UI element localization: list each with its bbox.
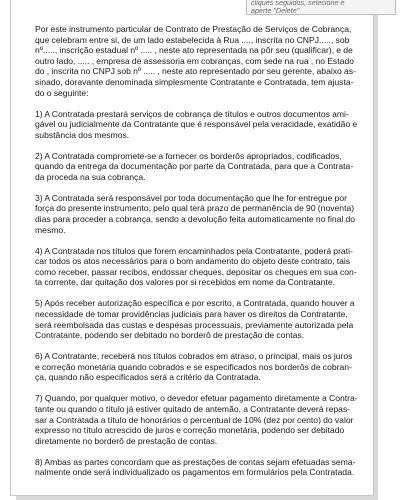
- text-line: Contratante, podendo ser debitado no borderô de prestação de contas.: [35, 330, 305, 341]
- text-line: ça, quando não especificados será a critério da Contratada.: [35, 372, 261, 383]
- text-line: 7) Quando, por qualquer motivo, o devedor efetuar pagamento diretamente a Contra-: [35, 393, 358, 404]
- text-line: sinado, doravante denominada simplesmente Contratante e Contratada, tem ajusta-: [35, 76, 354, 87]
- text-line: car todos os atos necessários para o bom andamento do objeto deste contrato, tais: [35, 256, 351, 267]
- tooltip-line: aperte "Delete": [251, 6, 300, 15]
- text-line: outro lado, ..... , empresa de assessoria em cobranças, com sede na rua , no Estado: [35, 55, 354, 66]
- text-line: do , inscrita no CNPJ sob nº ..... , neste ato representado por seu gerente, abaixo as-: [35, 66, 356, 77]
- text-line: como receber, passar recibos, endossar cheques, depositar os cheques em sua con-: [35, 266, 357, 277]
- text-line: 4) A Contratada nos títulos que forem encaminhados pela Contratante, poderá prati-: [35, 245, 353, 256]
- text-line: 3) A Contratada será responsável por toda documentação que lhe for entregue por: [35, 192, 347, 203]
- paragraph-preamble: [35, 24, 361, 98]
- text-line: do o seguinte:: [35, 87, 89, 98]
- text-line: expresso no título acrescido de juros e correção monetária, podendo ser debitado: [35, 425, 345, 436]
- text-line: dias para proceder a cobrança, sendo a devolução feita automaticamente no final do: [35, 214, 356, 225]
- text-line: força do presente instrumento, pelo qual terá prazo de permanência de 90 (noventa): [35, 203, 355, 214]
- text-line: da proceda na sua cobrança.: [35, 171, 146, 182]
- text-line: 2) A Contratada compromete-se a fornecer os borderôs apropriados, codificados,: [35, 150, 342, 161]
- clause-7: [35, 393, 361, 446]
- clause-2: [35, 151, 361, 183]
- text-line: substância dos mesmos.: [35, 129, 130, 140]
- text-line: nº....., inscrição estadual nº ..... , neste ato representada na pôr seu (qualificar), e de: [35, 45, 353, 56]
- clause-3: [35, 193, 361, 235]
- contract-text: [35, 24, 361, 488]
- text-line: nalmente onde será individualizado os pagamentos em formulários pela Contratada.: [35, 467, 355, 478]
- text-line: diretamente no borderô de prestação de contas.: [35, 435, 218, 446]
- clause-8: [35, 457, 361, 478]
- text-line: será reembolsada das custas e despesas processuais, previamente autorizada pela: [35, 319, 354, 330]
- text-line: e correção monetária quando cobrados e se especificados nos borderôs de cobran-: [35, 361, 352, 372]
- text-line: mesmo.: [35, 224, 66, 235]
- clause-1: [35, 109, 361, 141]
- clause-5: [35, 298, 361, 340]
- text-line: que celebram entre si, de um lado estabelecida à Rua ...., inscrita no CNPJ....., sob: [35, 34, 350, 45]
- text-line: tante ou quando o título já estiver quitado de antemão, a Contratante deverá repas-: [35, 403, 351, 414]
- instruction-tooltip: [246, 0, 396, 15]
- text-line: sar a Contratada a título de honorários o percentual de 10% (dez por cento) do valor: [35, 414, 354, 425]
- clause-6: [35, 351, 361, 383]
- tooltip-line: cliques seguidos, selecione e: [251, 0, 345, 7]
- text-line: 8) Ambas as partes concordam que as prestações de contas sejam efetuadas sema-: [35, 456, 356, 467]
- text-line: Por este instrumento particular de Contrato de Prestação de Serviços de Cobrança,: [35, 24, 352, 34]
- text-line: 1) A Contratada prestará serviços de cobrança de títulos e outros documentos ami-: [35, 108, 349, 119]
- text-line: 6) A Contratante, receberá nos títulos cobrados em atraso, o principal, mais os juros: [35, 351, 353, 362]
- text-line: 5) Após receber autorização específica e por escrito, a Contratada, quando houver a: [35, 298, 355, 309]
- clause-4: [35, 246, 361, 288]
- text-line: gável ou judicialmente da Contratante que é responsável pela veracidade, exatidão e: [35, 119, 358, 130]
- text-line: ta corrente, dar quitação dos valores por si recebidos em nome da Contratante.: [35, 277, 335, 288]
- text-line: quando da entrega da documentação por parte da Contratada, para que a Contrata-: [35, 161, 354, 172]
- text-line: necessidade de tomar providências judiciais para haver os direitos da Contratante,: [35, 309, 348, 320]
